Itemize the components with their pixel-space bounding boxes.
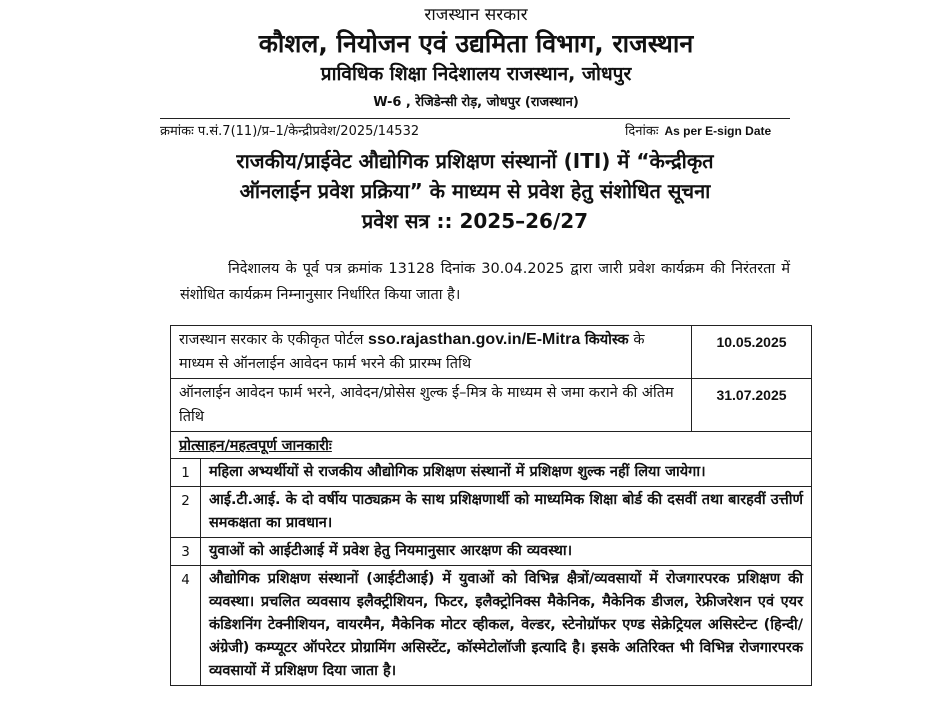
info-number: 4 <box>171 566 201 685</box>
info-heading-row <box>171 432 811 459</box>
kiosk-label: कियोस्क <box>584 332 629 348</box>
info-text: आई.टी.आई. के दो वर्षीय पाठ्यक्रम के साथ प्रशिक्षणार्थी को माध्यमिक शिक्षा बोर्ड की दसवीं तथा बारहवीं उत्तीर्ण समकक्षता का प्रावधान। <box>209 492 803 531</box>
info-item <box>171 459 811 487</box>
schedule-row <box>171 326 811 379</box>
date-value: As per E-sign Date <box>664 124 772 138</box>
reference-number: क्रमांकः प.सं.7(11)/प्र–1/केन्द्रीप्रवेश/2025/14532 <box>160 124 420 139</box>
info-text: युवाओं को आईटीआई में प्रवेश हेतु नियमानुसार आरक्षण की व्यवस्था। <box>209 543 573 559</box>
header-divider <box>160 118 790 119</box>
info-item <box>171 538 811 566</box>
info-text: औद्योगिक प्रशिक्षण संस्थानों (आईटीआई) में युवाओं को विभिन्न क्षैत्रों/व्यवसायों में रोजगारपरक प्रशिक्षण की व्यवस्था। प्रचलित व्यवसाय इलैक्ट्रीशियन, फिटर, इलैक्ट्रोनिक्स मैकेनिक, मैकेनिक डीजल, रेफ्रीजरेशन एवं एयर कंडिशनिंग टेक्नीशियन, वायरमैन, मैकेनिक मोटर व्हीकल, वेल्डर, स्टेनोग्रॉफर एण्ड सेक्रेट्रियल असिस्टेन्ट (हिन्दी/अंग्रेजी) कम्प्यूटर ऑपरेटर प्रोग्रामिंग असिस्टेंट, कॉस्मेटोलॉजी इत्यादि है। इसके अतिरिक्त भी विभिन्न रोजगारपरक व्यवसायों में प्रशिक्षण दिया जाता है। <box>209 571 803 679</box>
info-item <box>171 487 811 538</box>
schedule-description <box>171 326 692 378</box>
info-text: महिला अभ्यर्थीयों से राजकीय औद्योगिक प्रशिक्षण संस्थानों में प्रशिक्षण शुल्क नहीं लिया जायेगा। <box>209 464 706 480</box>
office-address: W-6 , रेजिडेन्सी रोड़, जोधपुर (राजस्थान) <box>373 95 579 110</box>
title-line-1: राजकीय/प्राईवेट औद्योगिक प्रशिक्षण संस्थानों (ITI) में “केन्द्रीकृत <box>236 149 714 173</box>
info-number: 2 <box>171 487 201 537</box>
portal-url: sso.rajasthan.gov.in/E-Mitra <box>368 331 581 348</box>
government-name: राजस्थान सरकार <box>424 5 528 25</box>
schedule-table <box>170 325 812 686</box>
intro-text: निदेशालय के पूर्व पत्र क्रमांक 13128 दिनांक 30.04.2025 द्वारा जारी प्रवेश कार्यक्रम की निरंतरता में संशोधित कार्यक्रम निम्नानुसार निर्धारित किया जाता है। <box>180 261 790 303</box>
department-name: कौशल, नियोजन एवं उद्यमिता विभाग, राजस्थान <box>258 29 694 58</box>
title-line-2: ऑनलाईन प्रवेश प्रक्रिया” के माध्यम से प्रवेश हेतु संशोधित सूचना <box>239 179 711 203</box>
directorate-name: प्राविधिक शिक्षा निदेशालय राजस्थान, जोधपुर <box>320 63 632 85</box>
reference-date <box>625 121 771 139</box>
info-number: 1 <box>171 459 201 486</box>
date-label: दिनांकः <box>625 124 659 139</box>
notice-title <box>130 146 820 236</box>
schedule-text: के माध्यम से ऑनलाईन आवेदन फार्म भरने की प्रारम्भ तिथि <box>179 332 645 372</box>
info-item <box>171 566 811 685</box>
schedule-row <box>171 379 811 432</box>
start-date: 10.05.2025 <box>716 334 787 350</box>
info-number: 3 <box>171 538 201 565</box>
intro-paragraph <box>180 256 790 308</box>
last-date: 31.07.2025 <box>716 387 787 403</box>
info-heading: प्रोत्साहन/महत्वपूर्ण जानकारीः <box>179 438 332 454</box>
schedule-description: ऑनलाईन आवेदन फार्म भरने, आवेदन/प्रोसेस शुल्क ई–मित्र के माध्यम से जमा कराने की अंतिम तिथि <box>171 379 692 431</box>
title-line-3: प्रवेश सत्र :: 2025–26/27 <box>361 209 589 233</box>
schedule-text: राजस्थान सरकार के एकीकृत पोर्टल <box>179 332 364 348</box>
